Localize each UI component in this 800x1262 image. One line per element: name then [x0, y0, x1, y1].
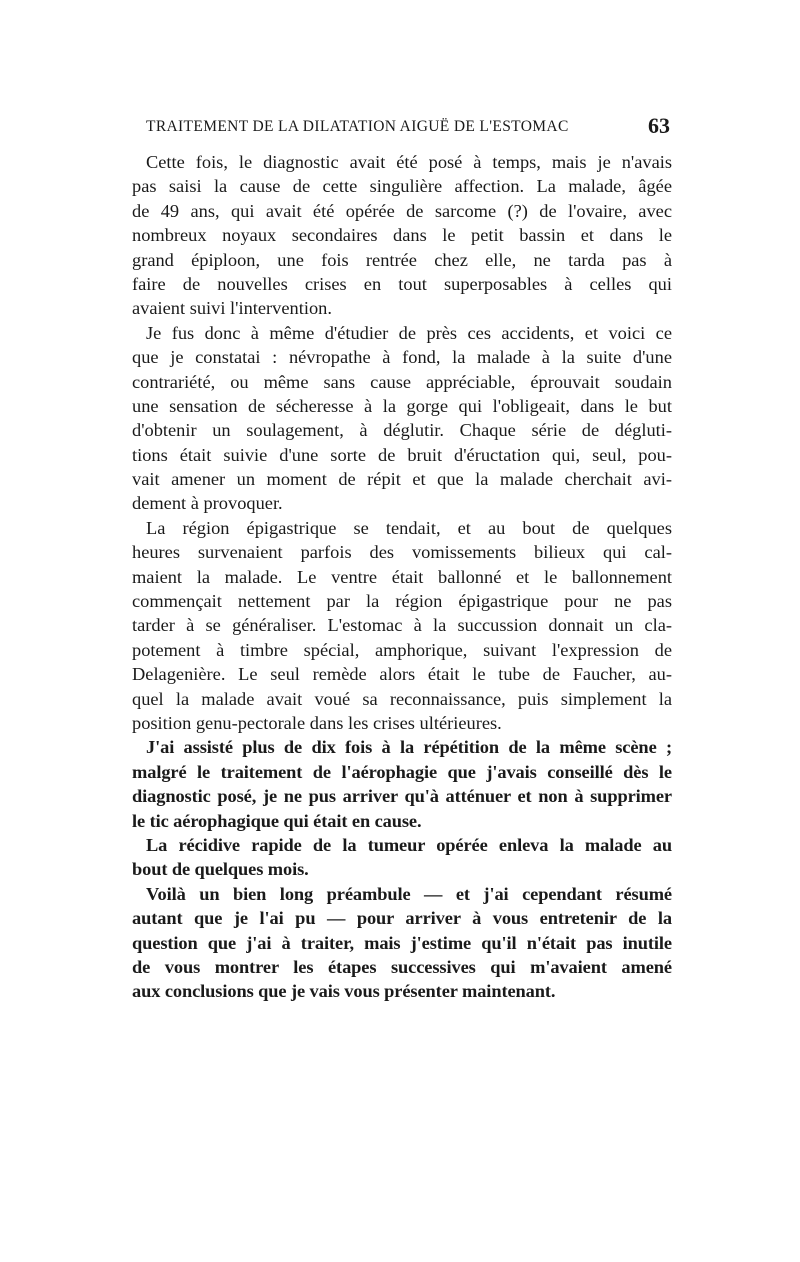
text-line: pas saisi la cause de cette singulière affection. La malade, âgée — [132, 176, 672, 197]
text-line: potement à timbre spécial, amphorique, suivant l'expression de — [132, 639, 672, 660]
text-line: Voilà un bien long préambule — et j'ai cependant résumé — [146, 883, 672, 904]
text-line: commençait nettement par la région épigastrique pour ne pas — [132, 591, 672, 612]
text-line: dement à provoquer. — [132, 493, 283, 514]
text-line: quel la malade avait voué sa reconnaissance, puis simplement la — [132, 688, 672, 709]
paragraph-1 — [132, 150, 672, 321]
text-line: grand épiploon, une fois rentrée chez elle, ne tarda pas à — [132, 249, 672, 270]
text-line: tarder à se généraliser. L'estomac à la succussion donnait un cla- — [132, 615, 672, 636]
running-head — [146, 112, 670, 140]
text-line: de vous montrer les étapes successives qui m'avaient amené — [132, 956, 672, 977]
text-line: autant que je l'ai pu — pour arriver à vous entretenir de la — [132, 908, 672, 929]
paragraph-3 — [132, 516, 672, 736]
text-line: La région épigastrique se tendait, et au bout de quelques — [146, 517, 672, 538]
body-text — [132, 150, 672, 1004]
text-line: diagnostic posé, je ne pus arriver qu'à atténuer et non à supprimer — [132, 786, 672, 807]
text-line: contrariété, ou même sans cause appréciable, éprouvait soudain — [132, 371, 672, 392]
text-line: position genu-pectorale dans les crises ultérieures. — [132, 712, 502, 733]
text-line: La récidive rapide de la tumeur opérée enleva la malade au — [146, 834, 672, 855]
text-line: question que j'ai à traiter, mais j'estime qu'il n'était pas inutile — [132, 932, 672, 953]
text-line: d'obtenir un soulagement, à déglutir. Chaque série de dégluti- — [132, 420, 672, 441]
text-line: bout de quelques mois. — [132, 859, 309, 880]
paragraph-6 — [132, 882, 672, 1004]
text-line: Cette fois, le diagnostic avait été posé à temps, mais je n'avais — [146, 152, 672, 172]
paragraph-2 — [132, 321, 672, 516]
paragraph-5 — [132, 833, 672, 882]
text-line: J'ai assisté plus de dix fois à la répétition de la même scène ; — [146, 737, 672, 758]
page-number: 63 — [648, 113, 670, 138]
text-line: le tic aérophagique qui était en cause. — [132, 810, 422, 831]
text-line: avaient suivi l'intervention. — [132, 298, 332, 319]
text-line: tions était suivie d'une sorte de bruit d'éructation qui, seul, pou- — [132, 444, 672, 465]
text-line: Je fus donc à même d'étudier de près ces accidents, et voici ce — [146, 322, 672, 343]
text-line: maient la malade. Le ventre était ballonné et le ballonnement — [132, 566, 672, 587]
text-line: heures survenaient parfois des vomissements bilieux qui cal- — [132, 542, 672, 563]
running-title: TRAITEMENT DE LA DILATATION AIGUË DE L'ESTOMAC — [146, 118, 569, 135]
text-line: aux conclusions que je vais vous présenter maintenant. — [132, 981, 556, 1002]
text-line: de 49 ans, qui avait été opérée de sarcome (?) de l'ovaire, avec — [132, 200, 672, 221]
text-line: nombreux noyaux secondaires dans le petit bassin et dans le — [132, 225, 672, 246]
text-line: une sensation de sécheresse à la gorge qui l'obligeait, dans le but — [132, 395, 672, 416]
text-line: que je constatai : névropathe à fond, la malade à la suite d'une — [132, 347, 672, 368]
text-line: vait amener un moment de répit et que la malade cherchait avi- — [132, 469, 672, 490]
text-line: faire de nouvelles crises en tout superposables à celles qui — [132, 273, 672, 294]
text-line: Delagenière. Le seul remède alors était le tube de Faucher, au- — [132, 664, 672, 685]
paragraph-4 — [132, 735, 672, 833]
text-line: malgré le traitement de l'aérophagie que j'avais conseillé dès le — [132, 761, 672, 782]
